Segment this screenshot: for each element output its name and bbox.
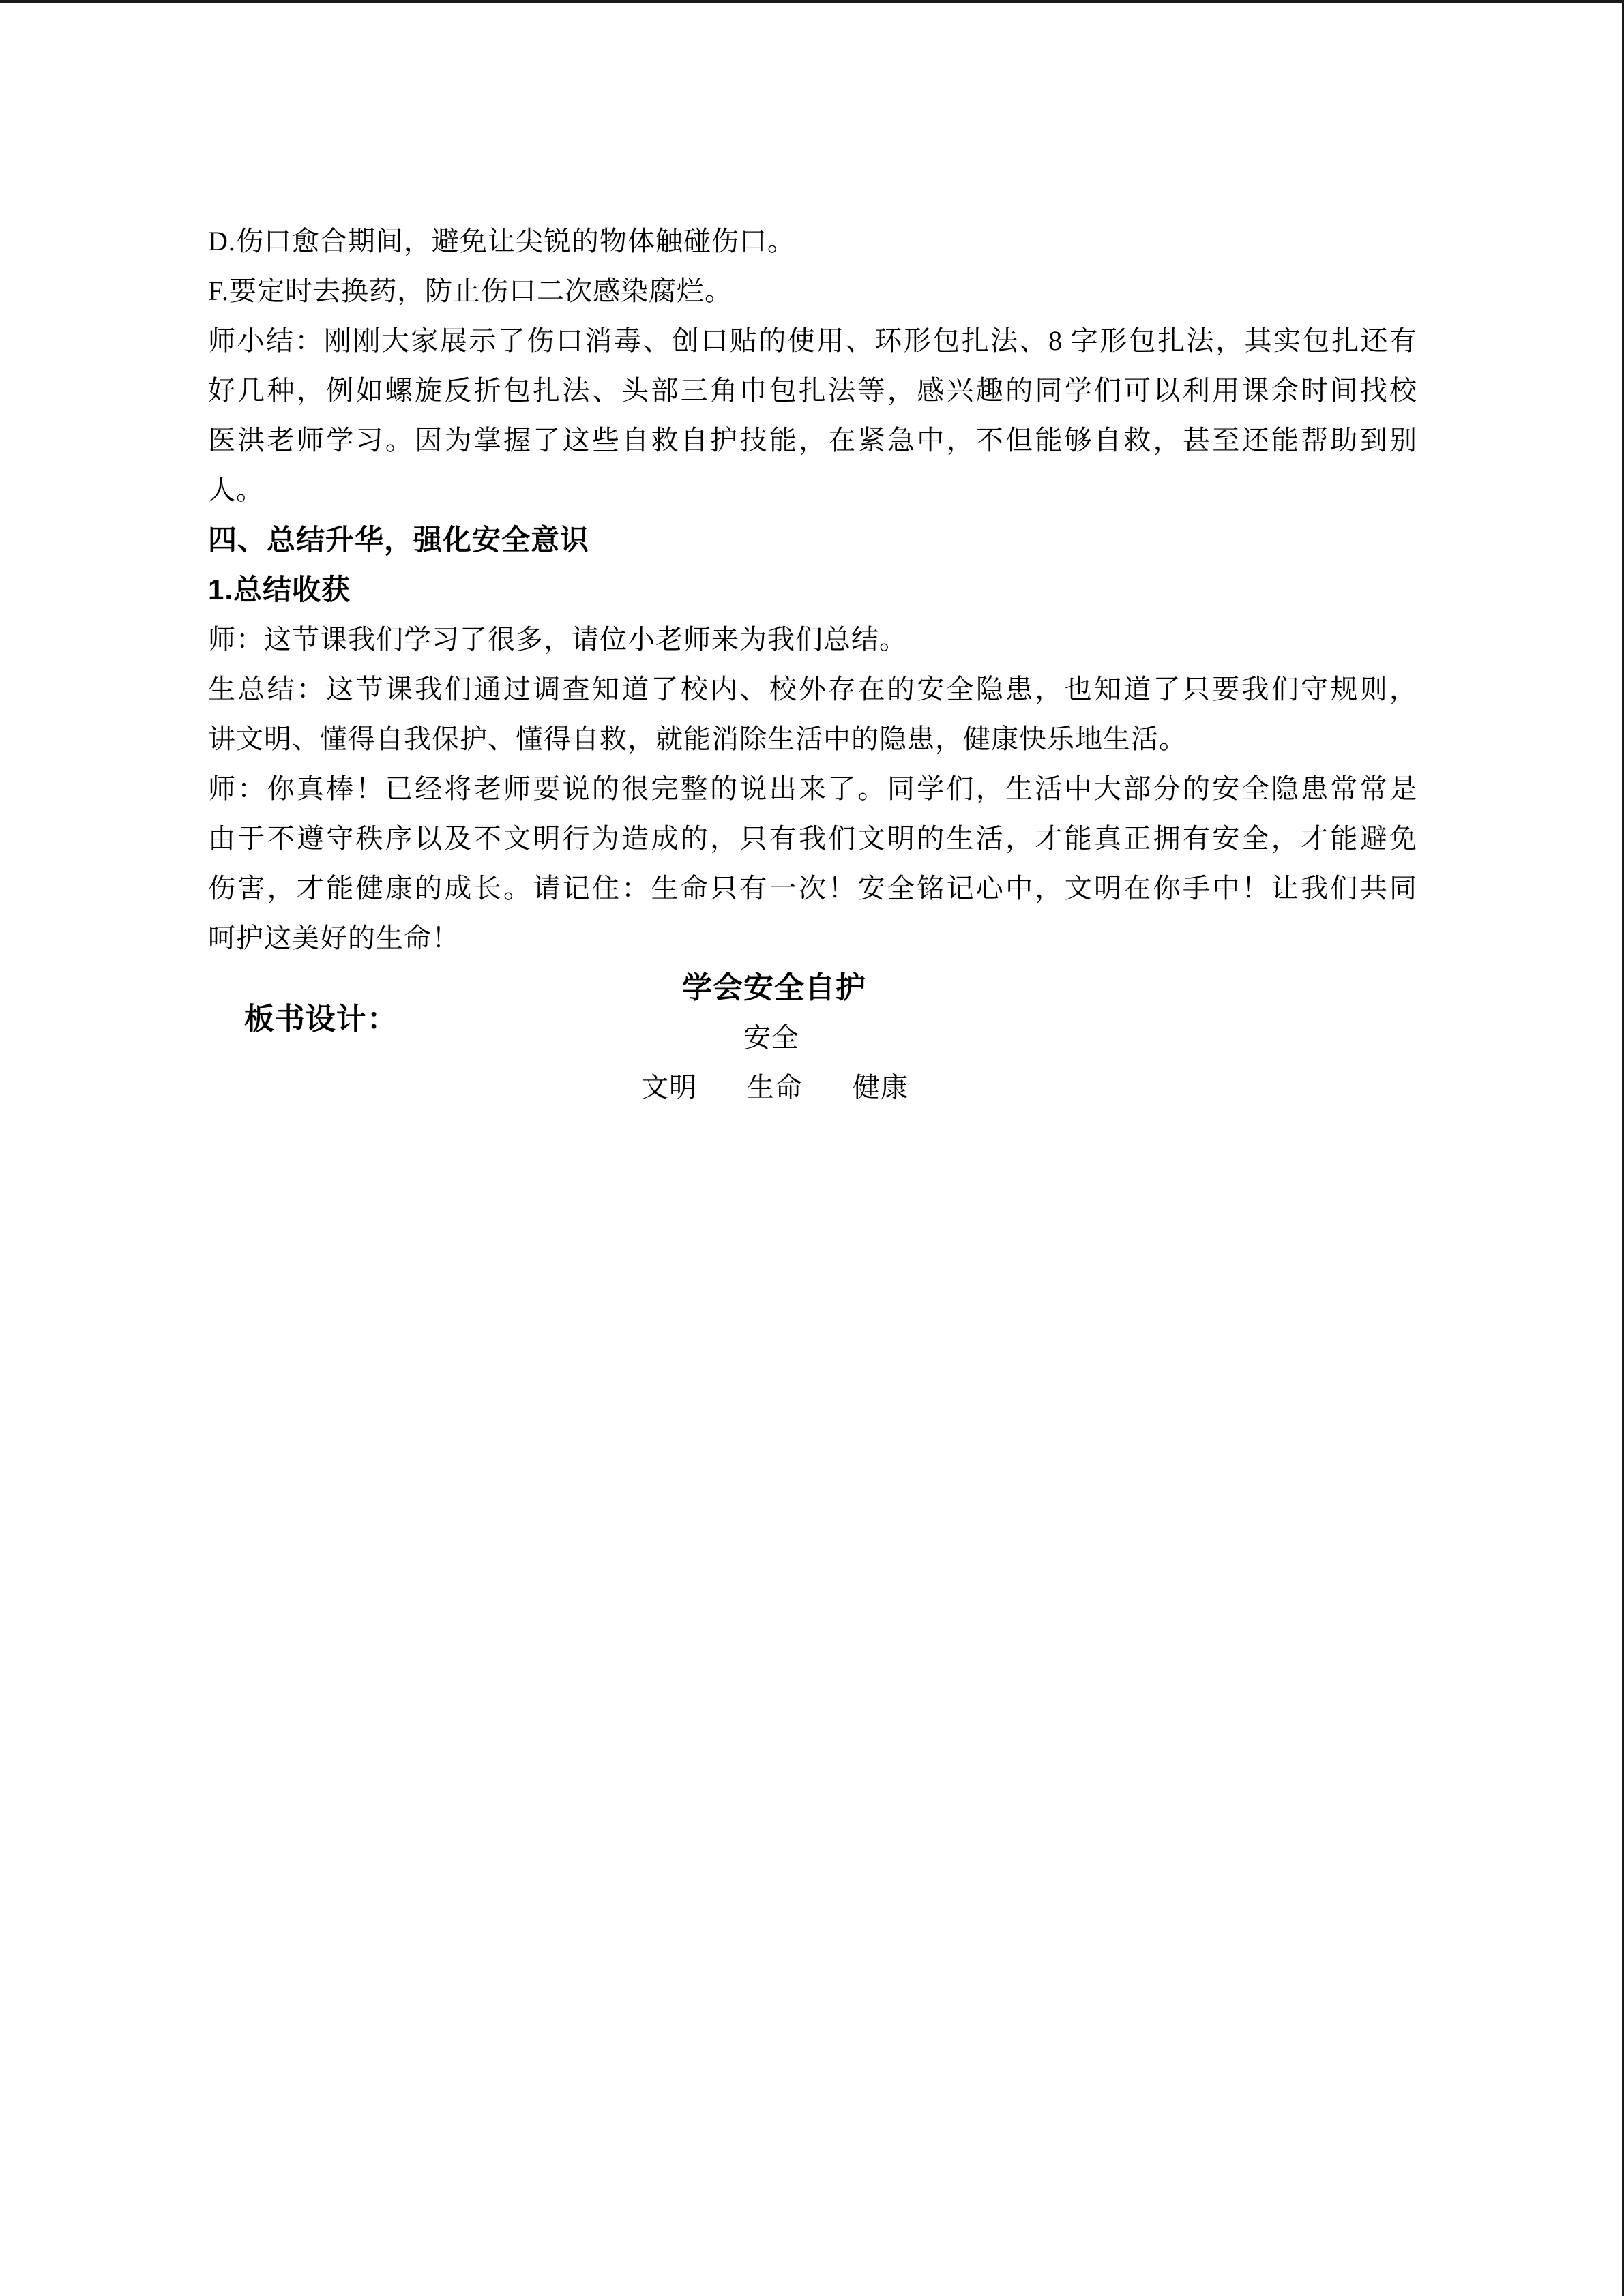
teacher-reply-line-2: 由于不遵守秩序以及不文明行为造成的，只有我们文明的生活，才能真正拥有安全，才能避免: [208, 823, 1417, 854]
teacher-summary-line-3: 医洪老师学习。因为掌握了这些自救自护技能，在紧急中，不但能够自救，甚至还能帮助到别: [208, 425, 1417, 456]
top-edge-border: [0, 0, 1624, 3]
student-summary-line-2: 讲文明、懂得自我保护、懂得自救，就能消除生活中的隐患，健康快乐地生活。: [208, 724, 1187, 754]
teacher-summary-line-4: 人。: [208, 475, 264, 505]
teacher-reply-line-3: 伤害，才能健康的成长。请记住：生命只有一次！安全铭记心中，文明在你手中！让我们共同: [208, 873, 1417, 904]
board-design-label: 板书设计：: [243, 1002, 398, 1036]
board-keyword-life: 生命: [747, 1072, 803, 1103]
teacher-reply-line-1: 师：你真棒！已经将老师要说的很完整的说出来了。同学们，生活中大部分的安全隐患常常是: [208, 773, 1417, 804]
list-item-f: F.要定时去换药，防止伤口二次感染腐烂。: [208, 275, 733, 306]
board-keyword-center: 安全: [743, 1022, 799, 1053]
teacher-line: 师：这节课我们学习了很多，请位小老师来为我们总结。: [208, 624, 907, 655]
subsection-heading: 1.总结收获: [208, 573, 351, 606]
board-keyword-civility: 文明: [641, 1072, 697, 1103]
section-heading: 四、总结升华，强化安全意识: [208, 524, 590, 556]
board-design-title: 学会安全自护: [682, 971, 866, 1004]
board-keywords-row: [641, 1072, 909, 1103]
teacher-summary-line-1: 师小结：刚刚大家展示了伤口消毒、创口贴的使用、环形包扎法、8 字形包扎法，其实包扎还有: [208, 325, 1417, 356]
teacher-reply-line-4: 呵护这美好的生命！: [208, 923, 460, 953]
board-keyword-health: 健康: [853, 1072, 909, 1103]
teacher-summary-line-2: 好几种，例如螺旋反折包扎法、头部三角巾包扎法等，感兴趣的同学们可以利用课余时间找校: [208, 375, 1417, 406]
list-item-d: D.伤口愈合期间，避免让尖锐的物体触碰伤口。: [208, 226, 795, 256]
student-summary-line-1: 生总结：这节课我们通过调查知道了校内、校外存在的安全隐患，也知道了只要我们守规则，: [208, 674, 1417, 704]
